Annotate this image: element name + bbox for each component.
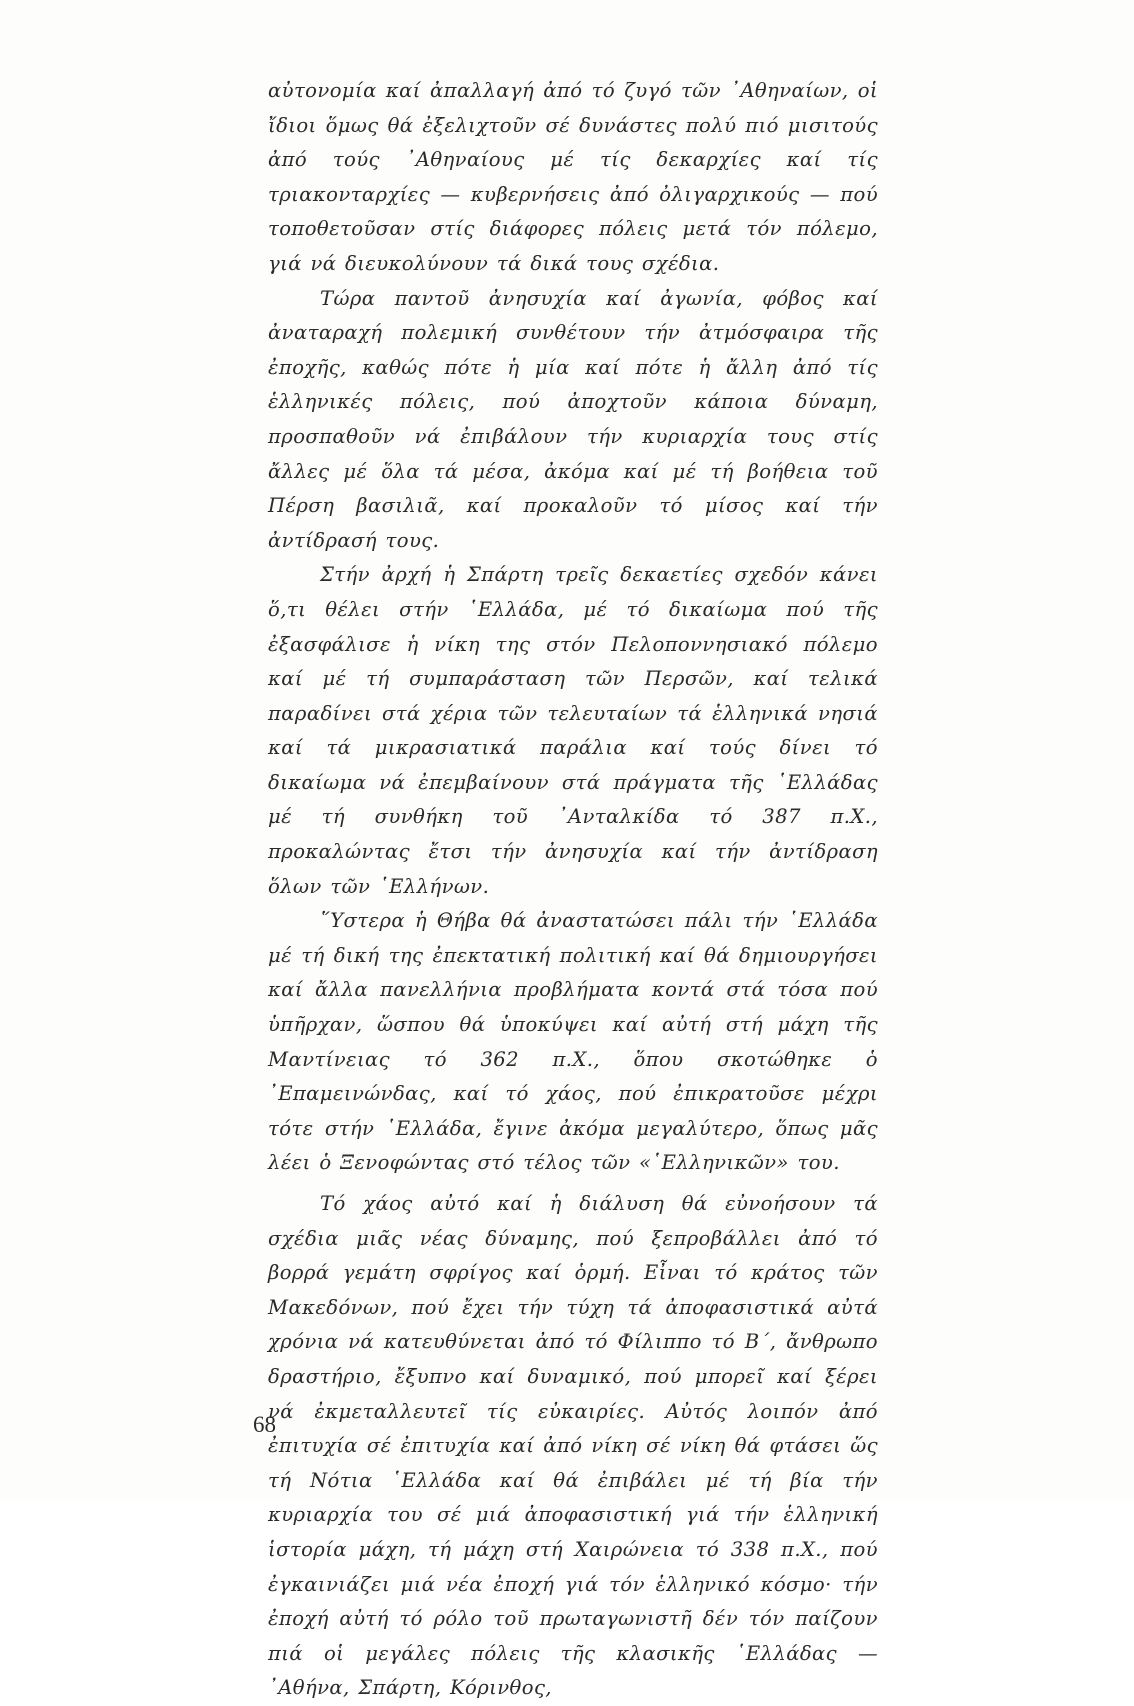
paragraph-3: Στήν ἀρχή ἡ Σπάρτη τρεῖς δεκαετίες σχεδόν κάνει ὅ,τι θέλει στήν ῾Ελλάδα, μέ τό δικαίωμα πού τῆς ἐξασφάλισε ἡ νίκη της στόν Πελοποννησιακό πόλεμο καί μέ τή συμπαράσταση τῶν Περσῶν, καί τελικά παραδίνει στά χέρια τῶν τελευταίων τά ἑλληνικά νησιά καί τά μικρασιατικά παράλια καί τούς δίνει τό δικαίωμα νά ἐπεμβαίνουν στά πράγματα τῆς ῾Ελλάδας μέ τή συνθήκη τοῦ ᾿Ανταλκίδα τό 387 π.Χ., προκαλώντας ἔτσι τήν ἀνησυχία καί τήν ἀντίδραση ὅλων τῶν ῾Ελλήνων. <box>268 563 878 898</box>
body-text <box>268 74 878 1706</box>
paragraph-2: Τώρα παντοῦ ἀνησυχία καί ἀγωνία, φόβος καί ἀναταραχή πολεμική συνθέτουν τήν ἀτμόσφαιρα τῆς ἐποχῆς, καθώς πότε ἡ μία καί πότε ἡ ἄλλη ἀπό τίς ἑλληνικές πόλεις, πού ἀποχτοῦν κάποια δύναμη, προσπαθοῦν νά ἐπιβάλουν τήν κυριαρχία τους στίς ἄλλες μέ ὅλα τά μέσα, ἀκόμα καί μέ τή βοήθεια τοῦ Πέρση βασιλιᾶ, καί προκαλοῦν τό μίσος καί τήν ἀντίδρασή τους. <box>268 286 878 552</box>
paragraph-1: αὐτονομία καί ἀπαλλαγή ἀπό τό ζυγό τῶν ᾿Αθηναίων, οἱ ἴδιοι ὅμως θά ἐξελιχτοῦν σέ δυνάστες πολύ πιό μισιτούς ἀπό τούς ᾿Αθηναίους μέ τίς δεκαρχίες καί τίς τριακονταρχίες — κυβερνήσεις ἀπό ὀλιγαρχικούς — πού τοποθετοῦσαν στίς διάφορες πόλεις μετά τόν πόλεμο, γιά νά διευκολύνουν τά δικά τους σχέδια. <box>268 79 878 275</box>
page-number: 68 <box>253 1412 276 1437</box>
paragraph-5: Τό χάος αὐτό καί ἡ διάλυση θά εὐνοήσουν τά σχέδια μιᾶς νέας δύναμης, πού ξεπροβάλλει ἀπό τό βορρά γεμάτη σφρίγος καί ὁρμή. Εἶναι τό κράτος τῶν Μακεδόνων, πού ἔχει τήν τύχη τά ἀποφασιστικά αὐτά χρόνια νά κατευθύνεται ἀπό τό Φίλιππο τό Β΄, ἄνθρωπο δραστήριο, ἔξυπνο καί δυναμικό, πού μπορεῖ καί ξέρει νά ἐκμεταλλευτεῖ τίς εὐκαιρίες. Αὐτός λοιπόν ἀπό ἐπιτυχία σέ ἐπιτυχία καί ἀπό νίκη σέ νίκη θά φτάσει ὥς τή Νότια ῾Ελλάδα καί θά ἐπιβάλει μέ τή βία τήν κυριαρχία του σέ μιά ἀποφασιστική γιά τήν ἑλληνική ἱστορία μάχη, τή μάχη στή Χαιρώνεια τό 338 π.Χ., πού ἐγκαινιάζει μιά νέα ἐποχή γιά τόν ἑλληνικό κόσμο· τήν ἐποχή αὐτή τό ρόλο τοῦ πρωταγωνιστῆ δέν τόν παίζουν πιά οἱ μεγάλες πόλεις τῆς κλασικῆς ῾Ελλάδας — ᾿Αθήνα, Σπάρτη, Κόρινθος, <box>268 1192 878 1700</box>
paragraph-4: ῞Υστερα ἡ Θήβα θά ἀναστατώσει πάλι τήν ῾Ελλάδα μέ τή δική της ἐπεκτατική πολιτική καί θά δημιουργήσει καί ἄλλα πανελλήνια προβλήματα κοντά στά τόσα πού ὑπῆρχαν, ὥσπου θά ὑποκύψει καί αὐτή στή μάχη τῆς Μαντίνειας τό 362 π.Χ., ὅπου σκοτώθηκε ὁ ᾿Επαμεινώνδας, καί τό χάος, πού ἐπικρατοῦσε μέχρι τότε στήν ῾Ελλάδα, ἔγινε ἀκόμα μεγαλύτερο, ὅπως μᾶς λέει ὁ Ξενοφώντας στό τέλος τῶν «῾Ελληνικῶν» του. <box>268 909 878 1175</box>
